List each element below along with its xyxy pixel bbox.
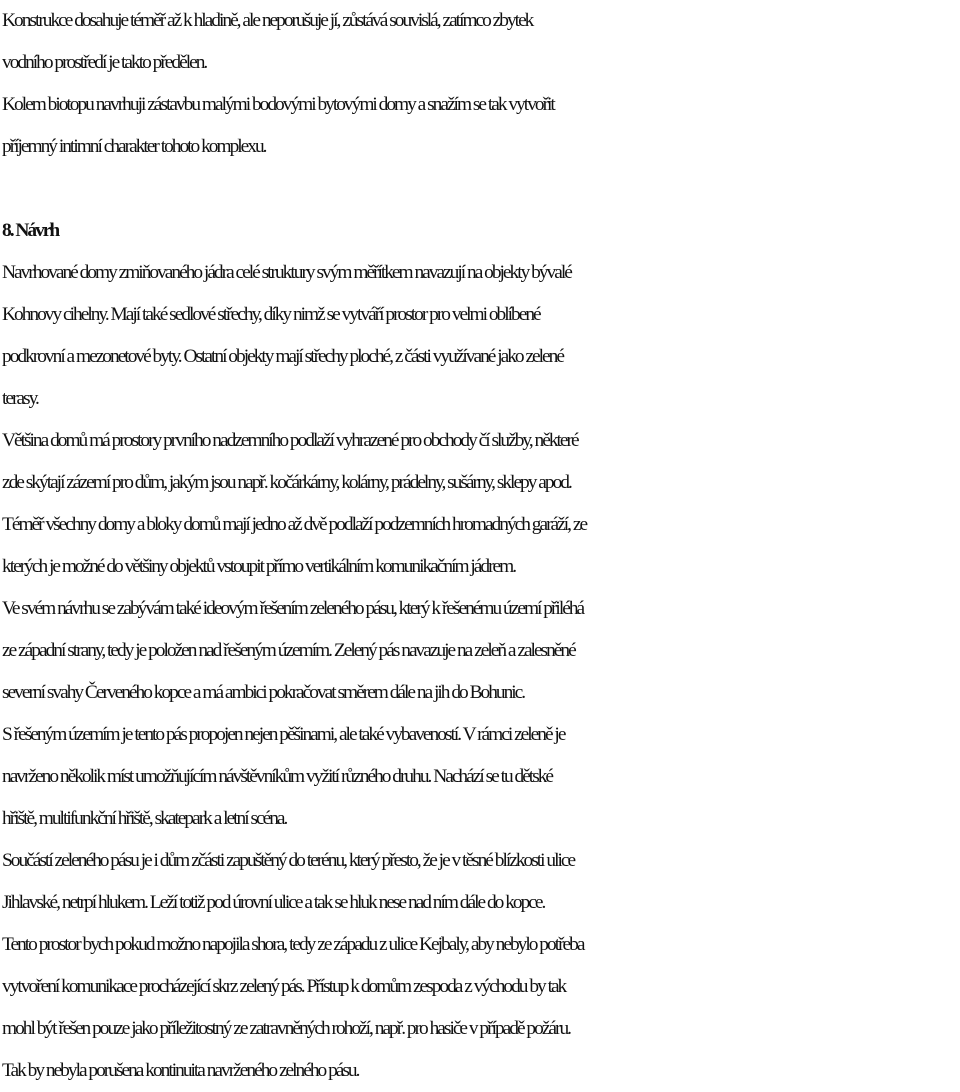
paragraph-line: Tento prostor bych pokud možno napojila shora, tedy ze západu z ulice Kejbaly, aby nebylo potřeba — [2, 934, 584, 955]
paragraph-line: Součástí zeleného pásu je i dům zčásti zapuštěný do terénu, který přesto, že je v těsné blízkosti ulice — [2, 850, 575, 871]
paragraph-line: navrženo několik míst umožňujícím návštěvníkům vyžití různého druhu. Nachází se tu dětské — [2, 766, 553, 787]
paragraph-line: příjemný intimní charakter tohoto komplexu. — [2, 136, 266, 157]
paragraph-line: Navrhované domy zmiňovaného jádra celé struktury svým měřítkem navazují na objekty bývalé — [2, 262, 571, 283]
paragraph-line: zde skýtají zázemí pro dům, jakým jsou např. kočárkárny, kolárny, prádelny, sušárny, sklepy apod. — [2, 472, 571, 493]
paragraph-line: Ve svém návrhu se zabývám také ideovým řešením zeleného pásu, který k řešenému území přiléhá — [2, 598, 584, 619]
paragraph-line: mohl být řešen pouze jako příležitostný ze zatravněných rohoží, např. pro hasiče v případě požáru. — [2, 1018, 571, 1039]
paragraph-line: Kohnovy cihelny. Mají také sedlové střechy, díky nimž se vytváří prostor pro velmi oblíbené — [2, 304, 540, 325]
blank-line — [2, 168, 958, 210]
paragraph-line: ze západní strany, tedy je položen nad řešeným územím. Zelený pás navazuje na zeleň a zalesněné — [2, 640, 575, 661]
paragraph-line: podkrovní a mezonetové byty. Ostatní objekty mají střechy ploché, z části využívané jako zelené — [2, 346, 563, 367]
paragraph-line: vodního prostředí je takto předělen. — [2, 52, 207, 73]
paragraph-line: severní svahy Červeného kopce a má ambici pokračovat směrem dále na jih do Bohunic. — [2, 682, 525, 703]
paragraph-line: Kolem biotopu navrhuji zástavbu malými bodovými bytovými domy a snažím se tak vytvořit — [2, 94, 554, 115]
paragraph-line: hřiště, multifunkční hřiště, skatepark a letní scéna. — [2, 808, 287, 829]
paragraph-line: Jihlavské, netrpí hlukem. Leží totiž pod úrovní ulice a tak se hluk nese nad ním dále do kopce. — [2, 892, 545, 913]
paragraph-line: Téměř všechny domy a bloky domů mají jedno až dvě podlaží podzemních hromadných garáží, ze — [2, 514, 587, 535]
paragraph-line: terasy. — [2, 388, 38, 409]
paragraph-line: vytvoření komunikace procházející skrz zelený pás. Přístup k domům zespoda z východu by tak — [2, 976, 566, 997]
paragraph-line: Většina domů má prostory prvního nadzemního podlaží vyhrazené pro obchody čí služby, některé — [2, 430, 578, 451]
paragraph-line: Tak by nebyla porušena kontinuita navrženého zelného pásu. — [2, 1060, 359, 1081]
paragraph-line: kterých je možné do většiny objektů vstoupit přímo vertikálním komunikačním jádrem. — [2, 556, 516, 577]
paragraph-line: S řešeným územím je tento pás propojen nejen pěšinami, ale také vybaveností. V rámci zeleně je — [2, 724, 565, 745]
paragraph-line: Konstrukce dosahuje téměř až k hladině, ale neporušuje jí, zůstává souvislá, zatímco zbytek — [2, 10, 533, 31]
section-heading: 8. Návrh — [2, 220, 59, 241]
document-page — [2, 0, 958, 1092]
